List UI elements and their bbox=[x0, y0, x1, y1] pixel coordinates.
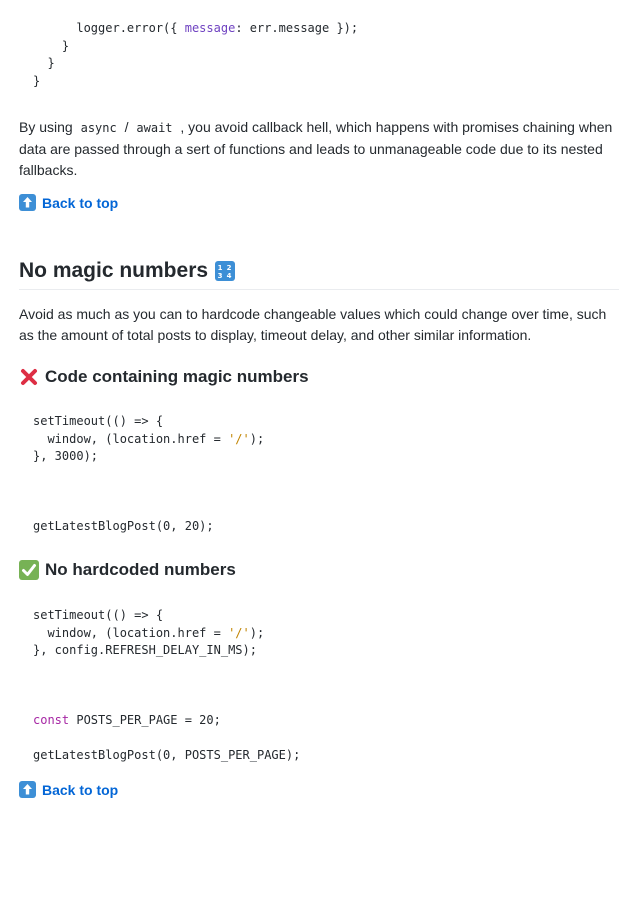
paragraph-text: , you avoid callback hell, which happens with promises chaining when data are passed through a sert of functions and leads to unmanageable code due to its nested fallbacks. bbox=[19, 119, 613, 178]
code-text: } bbox=[33, 73, 41, 88]
code-line bbox=[33, 73, 358, 91]
paragraph-text: / bbox=[120, 119, 133, 135]
heading-text: No hardcoded numbers bbox=[45, 560, 236, 579]
code-text: : err.message }); bbox=[235, 21, 359, 35]
code-text: }, config.REFRESH_DELAY_IN_MS); bbox=[33, 643, 257, 657]
check-mark-icon bbox=[19, 560, 39, 580]
code-keyword: const bbox=[33, 713, 70, 727]
code-text: ); bbox=[249, 625, 265, 640]
code-text: window, (location.href = bbox=[33, 431, 229, 446]
code-text: setTimeout(() => { bbox=[33, 414, 164, 428]
up-arrow-icon bbox=[19, 781, 36, 798]
back-to-top-link[interactable] bbox=[19, 781, 118, 798]
code-block-magic-numbers bbox=[33, 413, 264, 536]
magic-numbers-paragraph: Avoid as much as you can to hardcode changeable values which could change over time, such as the amount of total posts to display, timeout delay, and other similar information. bbox=[19, 306, 607, 343]
code-line bbox=[33, 625, 300, 643]
code-string: '/' bbox=[228, 625, 250, 640]
code-text: ); bbox=[249, 431, 265, 446]
up-arrow-icon bbox=[19, 194, 36, 211]
code-line bbox=[33, 20, 358, 38]
code-line bbox=[33, 413, 264, 431]
code-line bbox=[33, 747, 300, 765]
code-text: }, 3000); bbox=[33, 449, 99, 463]
code-text: } bbox=[61, 38, 70, 53]
code-text: logger.error({ bbox=[76, 21, 185, 35]
code-text: POSTS_PER_PAGE = 20; bbox=[69, 713, 221, 727]
code-line bbox=[33, 431, 264, 449]
code-block-no-hardcoded bbox=[33, 607, 300, 765]
code-line bbox=[33, 712, 300, 730]
inline-code-await: await bbox=[136, 121, 173, 135]
heading-no-hardcoded-numbers bbox=[19, 558, 236, 582]
code-text: } bbox=[47, 56, 55, 70]
back-to-top-link[interactable] bbox=[19, 194, 118, 211]
code-line bbox=[33, 642, 300, 660]
heading-divider bbox=[19, 289, 619, 290]
paragraph-text: By using bbox=[19, 119, 77, 135]
svg-text:3: 3 bbox=[217, 272, 223, 280]
heading-text: Code containing magic numbers bbox=[45, 367, 309, 386]
svg-text:2: 2 bbox=[226, 264, 232, 272]
code-text: getLatestBlogPost(0, POSTS_PER_PAGE); bbox=[33, 748, 301, 762]
code-line bbox=[33, 55, 358, 73]
svg-text:1: 1 bbox=[217, 264, 223, 272]
input-numbers-icon bbox=[215, 261, 235, 281]
inline-code-async: async bbox=[80, 121, 117, 135]
code-string: '/' bbox=[228, 431, 250, 446]
code-line bbox=[33, 448, 264, 466]
back-to-top-label: Back to top bbox=[42, 781, 119, 798]
code-text: getLatestBlogPost(0, 20); bbox=[33, 519, 214, 533]
code-line bbox=[33, 607, 300, 625]
code-property: message bbox=[184, 21, 236, 35]
async-await-paragraph bbox=[19, 117, 615, 181]
section-heading-magic-numbers bbox=[19, 256, 235, 286]
code-block-logger bbox=[33, 20, 358, 90]
section-title: No magic numbers bbox=[19, 259, 209, 282]
code-line bbox=[33, 38, 358, 56]
heading-code-containing-magic-numbers bbox=[19, 365, 309, 389]
code-line bbox=[33, 518, 264, 536]
code-text: window, (location.href = bbox=[33, 625, 229, 640]
svg-text:4: 4 bbox=[226, 272, 232, 280]
code-text: setTimeout(() => { bbox=[33, 608, 164, 622]
cross-mark-icon bbox=[19, 367, 39, 387]
back-to-top-label: Back to top bbox=[42, 194, 119, 211]
